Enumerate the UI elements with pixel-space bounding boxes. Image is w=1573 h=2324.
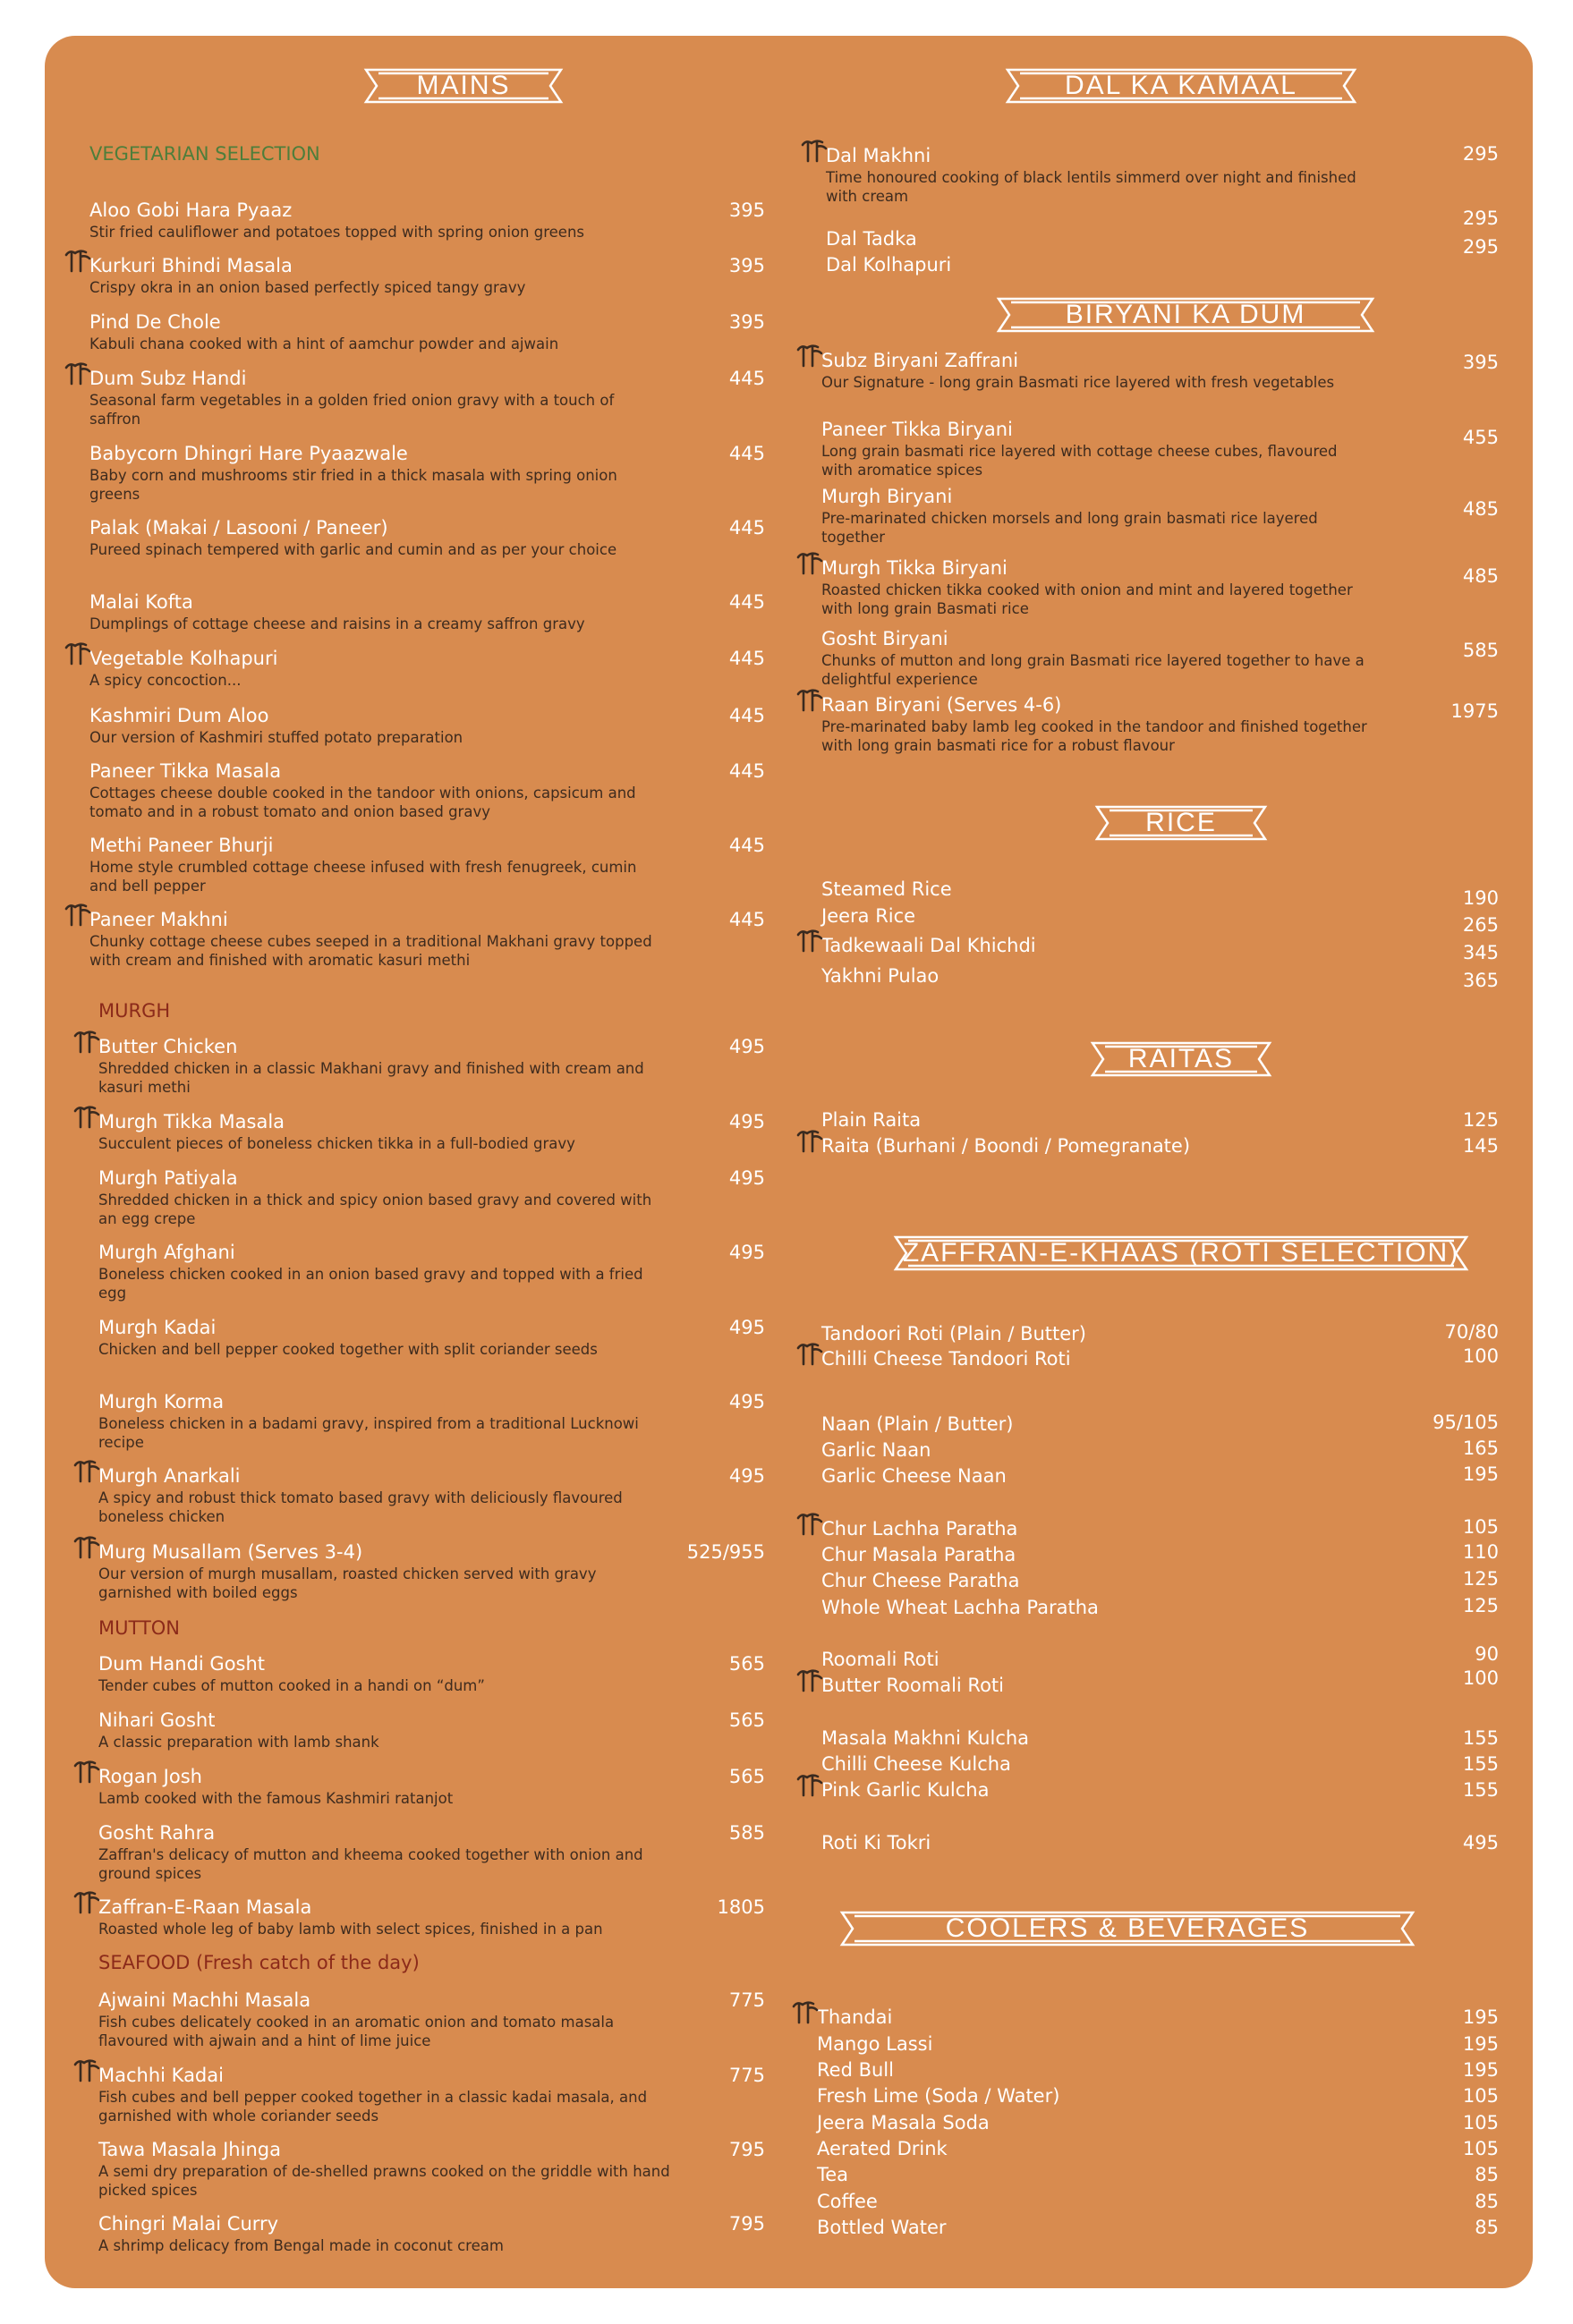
item-price: 395 bbox=[728, 311, 765, 333]
item-name: Kashmiri Dum Aloo bbox=[89, 705, 269, 726]
item-name: Murgh Kadai bbox=[98, 1317, 217, 1338]
signature-dish-icon bbox=[72, 1458, 102, 1485]
signature-dish-icon bbox=[795, 1511, 825, 1538]
item-name: Chur Lachha Paratha bbox=[821, 1518, 1018, 1539]
item-price: 585 bbox=[728, 1822, 765, 1844]
menu-item bbox=[821, 1832, 1376, 1854]
item-name: Methi Paneer Bhurji bbox=[89, 835, 274, 856]
signature-dish-icon bbox=[795, 1772, 825, 1799]
menu-item bbox=[98, 1317, 680, 1359]
item-price: 445 bbox=[728, 909, 765, 930]
signature-dish-icon bbox=[63, 640, 93, 667]
item-description: Cottages cheese double cooked in the tandoor with onions, capsicum and tomato and in a robust tomato and onion based gravy bbox=[89, 785, 636, 820]
item-name: Malai Kofta bbox=[89, 591, 193, 613]
item-description: Home style crumbled cottage cheese infused with fresh fenugreek, cumin and bell pepper bbox=[89, 859, 637, 895]
menu-item bbox=[817, 2033, 1372, 2056]
item-description: Our version of Kashmiri stuffed potato preparation bbox=[89, 729, 463, 746]
item-price: 445 bbox=[728, 760, 765, 782]
section-banner-coolers bbox=[837, 1909, 1418, 1948]
heading-vegetarian: VEGETARIAN SELECTION bbox=[89, 143, 320, 165]
item-name: Aerated Drink bbox=[817, 2138, 948, 2159]
item-name: Red Bull bbox=[817, 2059, 894, 2081]
item-price: 795 bbox=[728, 2213, 765, 2235]
item-price: 395 bbox=[728, 199, 765, 221]
menu-item bbox=[821, 1570, 1376, 1592]
section-title: RICE bbox=[1145, 808, 1217, 837]
menu-item bbox=[821, 1649, 1376, 1671]
item-price: 95/105 bbox=[1433, 1412, 1499, 1433]
item-price: 295 bbox=[1462, 208, 1499, 229]
menu-card bbox=[45, 36, 1533, 2288]
item-price: 445 bbox=[728, 591, 765, 613]
menu-item bbox=[821, 1465, 1376, 1488]
item-description: Crispy okra in an onion based perfectly spiced tangy gravy bbox=[89, 279, 526, 296]
item-name: Mango Lassi bbox=[817, 2033, 933, 2055]
item-price: 585 bbox=[1462, 640, 1499, 661]
signature-dish-icon bbox=[795, 1667, 825, 1694]
item-name: Murgh Afghani bbox=[98, 1242, 235, 1263]
item-name: Butter Chicken bbox=[98, 1036, 238, 1057]
menu-item bbox=[98, 1242, 680, 1302]
item-price: 105 bbox=[1462, 2112, 1499, 2133]
menu-item bbox=[821, 935, 1376, 957]
item-name: Aloo Gobi Hara Pyaaz bbox=[89, 199, 293, 221]
menu-item bbox=[89, 909, 680, 970]
item-price: 565 bbox=[728, 1709, 765, 1731]
signature-dish-icon bbox=[72, 1029, 102, 1056]
menu-item bbox=[826, 228, 1381, 250]
menu-item bbox=[821, 486, 1376, 547]
item-price: 485 bbox=[1462, 565, 1499, 587]
item-name: Tadkewaali Dal Khichdi bbox=[821, 935, 1036, 956]
item-price: 365 bbox=[1462, 970, 1499, 991]
item-name: Butter Roomali Roti bbox=[821, 1675, 1004, 1696]
item-name: Dum Subz Handi bbox=[89, 368, 247, 389]
signature-dish-icon bbox=[63, 360, 93, 387]
menu-item bbox=[98, 1709, 680, 1751]
item-name: Thandai bbox=[817, 2006, 893, 2028]
item-description: Long grain basmati rice layered with cottage cheese cubes, flavoured with aromatice spices bbox=[821, 443, 1338, 479]
item-price: 775 bbox=[728, 2065, 765, 2086]
menu-item bbox=[98, 1896, 680, 1938]
item-price: 495 bbox=[728, 1167, 765, 1189]
item-name: Gosht Biryani bbox=[821, 628, 948, 649]
item-price: 195 bbox=[1462, 1463, 1499, 1485]
item-description: Fish cubes delicately cooked in an aromatic onion and tomato masala flavoured with ajwain and a hint of lime juice bbox=[98, 2014, 615, 2049]
item-price: 445 bbox=[728, 835, 765, 856]
item-price: 445 bbox=[728, 517, 765, 539]
menu-item bbox=[98, 1989, 680, 2050]
signature-dish-icon bbox=[795, 343, 825, 369]
item-price: 495 bbox=[728, 1391, 765, 1412]
item-description: Boneless chicken cooked in an onion based gravy and topped with a fried egg bbox=[98, 1266, 643, 1302]
menu-item bbox=[817, 2164, 1372, 2186]
menu-item bbox=[817, 2217, 1372, 2239]
item-price: 795 bbox=[728, 2139, 765, 2160]
item-name: Whole Wheat Lachha Paratha bbox=[821, 1597, 1099, 1618]
signature-dish-icon bbox=[795, 928, 825, 954]
item-name: Murgh Tikka Biryani bbox=[821, 557, 1008, 579]
item-description: Zaffran's delicacy of mutton and kheema cooked together with onion and ground spices bbox=[98, 1846, 643, 1882]
menu-item bbox=[821, 694, 1376, 755]
item-name: Chilli Cheese Kulcha bbox=[821, 1753, 1011, 1775]
item-price: 165 bbox=[1462, 1438, 1499, 1459]
menu-item bbox=[98, 1167, 680, 1228]
signature-dish-icon bbox=[72, 1534, 102, 1561]
menu-item bbox=[98, 1766, 680, 1808]
item-name: Dal Tadka bbox=[826, 228, 917, 250]
item-name: Murgh Patiyala bbox=[98, 1167, 238, 1189]
item-price: 1975 bbox=[1450, 700, 1499, 722]
item-price: 125 bbox=[1462, 1568, 1499, 1590]
item-name: Murg Musallam (Serves 3-4) bbox=[98, 1541, 363, 1563]
menu-item bbox=[98, 1541, 680, 1602]
item-description: Our Signature - long grain Basmati rice layered with fresh vegetables bbox=[821, 374, 1335, 391]
item-name: Paneer Tikka Biryani bbox=[821, 419, 1013, 440]
item-name: Bottled Water bbox=[817, 2217, 947, 2238]
item-price: 105 bbox=[1462, 2138, 1499, 2159]
item-description: Chicken and bell pepper cooked together with split coriander seeds bbox=[98, 1341, 598, 1358]
item-description: Dumplings of cottage cheese and raisins in a creamy saffron gravy bbox=[89, 615, 585, 632]
item-description: Chunks of mutton and long grain Basmati rice layered together to have a delightful experience bbox=[821, 652, 1365, 688]
item-name: Dal Makhni bbox=[826, 145, 931, 166]
item-name: Machhi Kadai bbox=[98, 2065, 224, 2086]
item-price: 100 bbox=[1462, 1667, 1499, 1689]
item-price: 155 bbox=[1462, 1727, 1499, 1749]
item-description: Stir fried cauliflower and potatoes topped with spring onion greens bbox=[89, 224, 584, 241]
item-name: Tea bbox=[817, 2164, 849, 2185]
menu-item bbox=[821, 419, 1376, 479]
item-price: 445 bbox=[728, 368, 765, 389]
item-description: Kabuli chana cooked with a hint of aamchur powder and ajwain bbox=[89, 335, 559, 352]
item-description: A spicy and robust thick tomato based gravy with deliciously flavoured boneless chicken bbox=[98, 1489, 623, 1525]
item-name: Raita (Burhani / Boondi / Pomegranate) bbox=[821, 1135, 1191, 1157]
item-price: 85 bbox=[1475, 2217, 1499, 2238]
menu-item bbox=[89, 835, 680, 895]
item-name: Tandoori Roti (Plain / Butter) bbox=[821, 1323, 1086, 1344]
item-price: 195 bbox=[1462, 2006, 1499, 2028]
menu-item bbox=[98, 1036, 680, 1097]
item-description: A shrimp delicacy from Bengal made in coconut cream bbox=[98, 2237, 504, 2254]
menu-item bbox=[817, 2059, 1372, 2082]
signature-dish-icon bbox=[63, 248, 93, 275]
menu-item bbox=[821, 1675, 1376, 1697]
item-name: Chilli Cheese Tandoori Roti bbox=[821, 1348, 1071, 1370]
menu-item bbox=[821, 350, 1376, 392]
item-name: Gosht Rahra bbox=[98, 1822, 216, 1844]
item-price: 100 bbox=[1462, 1345, 1499, 1367]
item-description: Pre-marinated baby lamb leg cooked in the tandoor and finished together with long grain basmati rice for a robust flavour bbox=[821, 718, 1367, 754]
item-price: 155 bbox=[1462, 1779, 1499, 1801]
menu-item bbox=[821, 1727, 1376, 1750]
item-description: Time honoured cooking of black lentils simmerd over night and finished with cream bbox=[826, 169, 1356, 205]
item-name: Murgh Korma bbox=[98, 1391, 225, 1412]
item-description: Shredded chicken in a thick and spicy onion based gravy and covered with an egg crepe bbox=[98, 1192, 652, 1227]
item-price: 90 bbox=[1475, 1643, 1499, 1665]
item-price: 775 bbox=[728, 1989, 765, 2011]
item-description: Our version of murgh musallam, roasted chicken served with gravy garnished with boiled eggs bbox=[98, 1565, 597, 1601]
menu-item bbox=[817, 2085, 1372, 2108]
menu-item bbox=[821, 557, 1376, 618]
item-name: Dum Handi Gosht bbox=[98, 1653, 266, 1675]
item-price: 395 bbox=[1462, 352, 1499, 373]
item-price: 495 bbox=[728, 1465, 765, 1487]
item-price: 485 bbox=[1462, 498, 1499, 520]
menu-item bbox=[89, 368, 680, 428]
menu-item bbox=[98, 1111, 680, 1153]
item-description: Boneless chicken in a badami gravy, inspired from a traditional Lucknowi recipe bbox=[98, 1415, 639, 1451]
item-price: 495 bbox=[1462, 1832, 1499, 1853]
item-name: Rogan Josh bbox=[98, 1766, 202, 1787]
item-name: Murgh Anarkali bbox=[98, 1465, 241, 1487]
section-title: BIRYANI KA DUM bbox=[1065, 300, 1306, 329]
menu-item bbox=[98, 1822, 680, 1883]
menu-item bbox=[89, 705, 680, 747]
item-price: 110 bbox=[1462, 1541, 1499, 1563]
item-price: 395 bbox=[728, 255, 765, 276]
item-name: Jeera Masala Soda bbox=[817, 2112, 990, 2133]
item-price: 85 bbox=[1475, 2191, 1499, 2212]
item-price: 105 bbox=[1462, 2085, 1499, 2107]
item-name: Kurkuri Bhindi Masala bbox=[89, 255, 293, 276]
item-price: 495 bbox=[728, 1111, 765, 1132]
menu-item bbox=[821, 878, 1376, 901]
section-title: ZAFFRAN-E-KHAAS (ROTI SELECTION) bbox=[902, 1238, 1460, 1268]
item-description: Roasted whole leg of baby lamb with select spices, finished in a pan bbox=[98, 1921, 603, 1938]
signature-dish-icon bbox=[790, 1999, 821, 2026]
item-price: 445 bbox=[728, 648, 765, 669]
section-banner-roti bbox=[890, 1234, 1472, 1273]
item-name: Fresh Lime (Soda / Water) bbox=[817, 2085, 1060, 2107]
item-description: A classic preparation with lamb shank bbox=[98, 1734, 379, 1751]
item-name: Paneer Tikka Masala bbox=[89, 760, 282, 782]
item-name: Roti Ki Tokri bbox=[821, 1832, 931, 1853]
item-description: Shredded chicken in a classic Makhani gravy and finished with cream and kasuri methi bbox=[98, 1060, 644, 1096]
menu-item bbox=[98, 2139, 680, 2200]
item-name: Garlic Cheese Naan bbox=[821, 1465, 1007, 1487]
signature-dish-icon bbox=[72, 2057, 102, 2084]
section-title: RAITAS bbox=[1127, 1044, 1235, 1073]
item-description: Roasted chicken tikka cooked with onion and mint and layered together with long grain Basmati rice bbox=[821, 581, 1353, 617]
heading-murgh: MURGH bbox=[98, 1000, 171, 1022]
item-name: Subz Biryani Zaffrani bbox=[821, 350, 1019, 371]
signature-dish-icon bbox=[795, 1128, 825, 1155]
item-price: 125 bbox=[1462, 1595, 1499, 1616]
item-name: Paneer Makhni bbox=[89, 909, 228, 930]
item-price: 565 bbox=[728, 1766, 765, 1787]
menu-item bbox=[98, 2065, 680, 2125]
item-price: 125 bbox=[1462, 1109, 1499, 1131]
menu-item bbox=[89, 591, 680, 633]
signature-dish-icon bbox=[795, 687, 825, 714]
menu-item bbox=[89, 443, 680, 504]
section-banner-mains bbox=[361, 66, 566, 106]
menu-item bbox=[89, 199, 680, 242]
item-price: 195 bbox=[1462, 2033, 1499, 2055]
menu-item bbox=[821, 628, 1376, 689]
item-price: 155 bbox=[1462, 1753, 1499, 1775]
menu-item bbox=[98, 1465, 680, 1526]
section-title: DAL KA KAMAAL bbox=[1065, 71, 1297, 100]
menu-item bbox=[817, 2191, 1372, 2213]
item-price: 195 bbox=[1462, 2059, 1499, 2081]
item-price: 265 bbox=[1462, 914, 1499, 936]
item-name: Murgh Biryani bbox=[821, 486, 953, 507]
heading-seafood: SEAFOOD (Fresh catch of the day) bbox=[98, 1952, 420, 1973]
item-name: Dal Kolhapuri bbox=[826, 254, 952, 276]
item-price: 525/955 bbox=[686, 1541, 765, 1563]
item-name: Pink Garlic Kulcha bbox=[821, 1779, 990, 1801]
menu-item bbox=[89, 760, 680, 821]
item-name: Tawa Masala Jhinga bbox=[98, 2139, 281, 2160]
item-price: 565 bbox=[728, 1653, 765, 1675]
menu-item bbox=[821, 965, 1376, 988]
item-price: 445 bbox=[728, 705, 765, 726]
item-price: 345 bbox=[1462, 942, 1499, 963]
item-name: Chingri Malai Curry bbox=[98, 2213, 279, 2235]
menu-item bbox=[821, 1597, 1376, 1619]
section-banner-dal bbox=[1002, 66, 1360, 106]
item-name: Babycorn Dhingri Hare Pyaazwale bbox=[89, 443, 408, 464]
item-price: 445 bbox=[728, 443, 765, 464]
item-name: Ajwaini Machhi Masala bbox=[98, 1989, 311, 2011]
menu-item bbox=[89, 517, 680, 559]
item-description: Baby corn and mushrooms stir fried in a thick masala with spring onion greens bbox=[89, 467, 617, 503]
heading-mutton: MUTTON bbox=[98, 1617, 181, 1639]
menu-item bbox=[826, 145, 1381, 206]
item-description: A semi dry preparation of de-shelled prawns cooked on the griddle with hand picked spices bbox=[98, 2163, 670, 2199]
menu-item bbox=[89, 255, 680, 297]
item-name: Steamed Rice bbox=[821, 878, 952, 900]
menu-item bbox=[821, 905, 1376, 928]
item-name: Nihari Gosht bbox=[98, 1709, 216, 1731]
section-banner-rice bbox=[1092, 803, 1271, 843]
item-name: Chur Masala Paratha bbox=[821, 1544, 1016, 1565]
item-description: Pureed spinach tempered with garlic and cumin and as per your choice bbox=[89, 541, 617, 558]
menu-item bbox=[98, 2213, 680, 2255]
menu-item bbox=[817, 2112, 1372, 2134]
item-price: 105 bbox=[1462, 1516, 1499, 1538]
menu-item bbox=[821, 1544, 1376, 1566]
menu-item bbox=[89, 311, 680, 353]
item-price: 295 bbox=[1462, 143, 1499, 165]
menu-item bbox=[821, 1135, 1376, 1158]
item-price: 145 bbox=[1462, 1135, 1499, 1157]
item-price: 1805 bbox=[717, 1896, 765, 1918]
item-price: 190 bbox=[1462, 887, 1499, 909]
signature-dish-icon bbox=[795, 550, 825, 577]
menu-item bbox=[98, 1391, 680, 1452]
item-price: 495 bbox=[728, 1242, 765, 1263]
signature-dish-icon bbox=[72, 1104, 102, 1131]
menu-item bbox=[821, 1779, 1376, 1802]
item-description: Tender cubes of mutton cooked in a handi on “dum” bbox=[98, 1677, 485, 1694]
menu-item bbox=[821, 1753, 1376, 1776]
signature-dish-icon bbox=[799, 138, 829, 165]
menu-item bbox=[98, 1653, 680, 1695]
signature-dish-icon bbox=[72, 1889, 102, 1916]
item-name: Vegetable Kolhapuri bbox=[89, 648, 278, 669]
item-name: Murgh Tikka Masala bbox=[98, 1111, 285, 1132]
section-title: MAINS bbox=[416, 71, 511, 100]
menu-item bbox=[821, 1348, 1376, 1370]
item-name: Yakhni Pulao bbox=[821, 965, 940, 987]
menu-item bbox=[821, 1518, 1376, 1540]
menu-item bbox=[826, 254, 1381, 276]
signature-dish-icon bbox=[795, 1341, 825, 1368]
section-title: COOLERS & BEVERAGES bbox=[945, 1913, 1310, 1943]
item-name: Plain Raita bbox=[821, 1109, 922, 1131]
item-price: 495 bbox=[728, 1317, 765, 1338]
item-name: Masala Makhni Kulcha bbox=[821, 1727, 1030, 1749]
item-name: Raan Biryani (Serves 4-6) bbox=[821, 694, 1062, 716]
section-banner-raitas bbox=[1087, 1039, 1275, 1079]
item-name: Palak (Makai / Lasooni / Paneer) bbox=[89, 517, 388, 539]
menu-item bbox=[817, 2006, 1372, 2029]
signature-dish-icon bbox=[63, 902, 93, 929]
item-name: Zaffran-E-Raan Masala bbox=[98, 1896, 312, 1918]
item-description: Lamb cooked with the famous Kashmiri ratanjot bbox=[98, 1790, 454, 1807]
section-banner-biryani bbox=[993, 295, 1378, 335]
menu-item bbox=[821, 1439, 1376, 1462]
item-price: 455 bbox=[1462, 427, 1499, 448]
item-description: Seasonal farm vegetables in a golden fried onion gravy with a touch of saffron bbox=[89, 392, 615, 428]
item-name: Jeera Rice bbox=[821, 905, 916, 927]
menu-item bbox=[821, 1109, 1376, 1132]
signature-dish-icon bbox=[72, 1759, 102, 1785]
item-name: Garlic Naan bbox=[821, 1439, 931, 1461]
menu-item bbox=[89, 648, 680, 690]
item-name: Naan (Plain / Butter) bbox=[821, 1413, 1014, 1435]
menu-item bbox=[817, 2138, 1372, 2160]
item-description: Pre-marinated chicken morsels and long grain basmati rice layered together bbox=[821, 510, 1318, 546]
menu-item bbox=[821, 1413, 1376, 1436]
item-name: Coffee bbox=[817, 2191, 878, 2212]
item-description: Fish cubes and bell pepper cooked together in a classic kadai masala, and garnished with whole coriander seeds bbox=[98, 2089, 648, 2125]
item-name: Roomali Roti bbox=[821, 1649, 940, 1670]
item-name: Chur Cheese Paratha bbox=[821, 1570, 1020, 1591]
item-price: 295 bbox=[1462, 236, 1499, 258]
item-description: A spicy concoction... bbox=[89, 672, 242, 689]
item-price: 495 bbox=[728, 1036, 765, 1057]
menu-item bbox=[821, 1323, 1376, 1345]
item-price: 70/80 bbox=[1444, 1321, 1499, 1343]
item-name: Pind De Chole bbox=[89, 311, 221, 333]
item-description: Chunky cottage cheese cubes seeped in a traditional Makhani gravy topped with cream and finished with aromatic kasuri methi bbox=[89, 933, 652, 969]
item-price: 85 bbox=[1475, 2164, 1499, 2185]
item-description: Succulent pieces of boneless chicken tikka in a full-bodied gravy bbox=[98, 1135, 575, 1152]
